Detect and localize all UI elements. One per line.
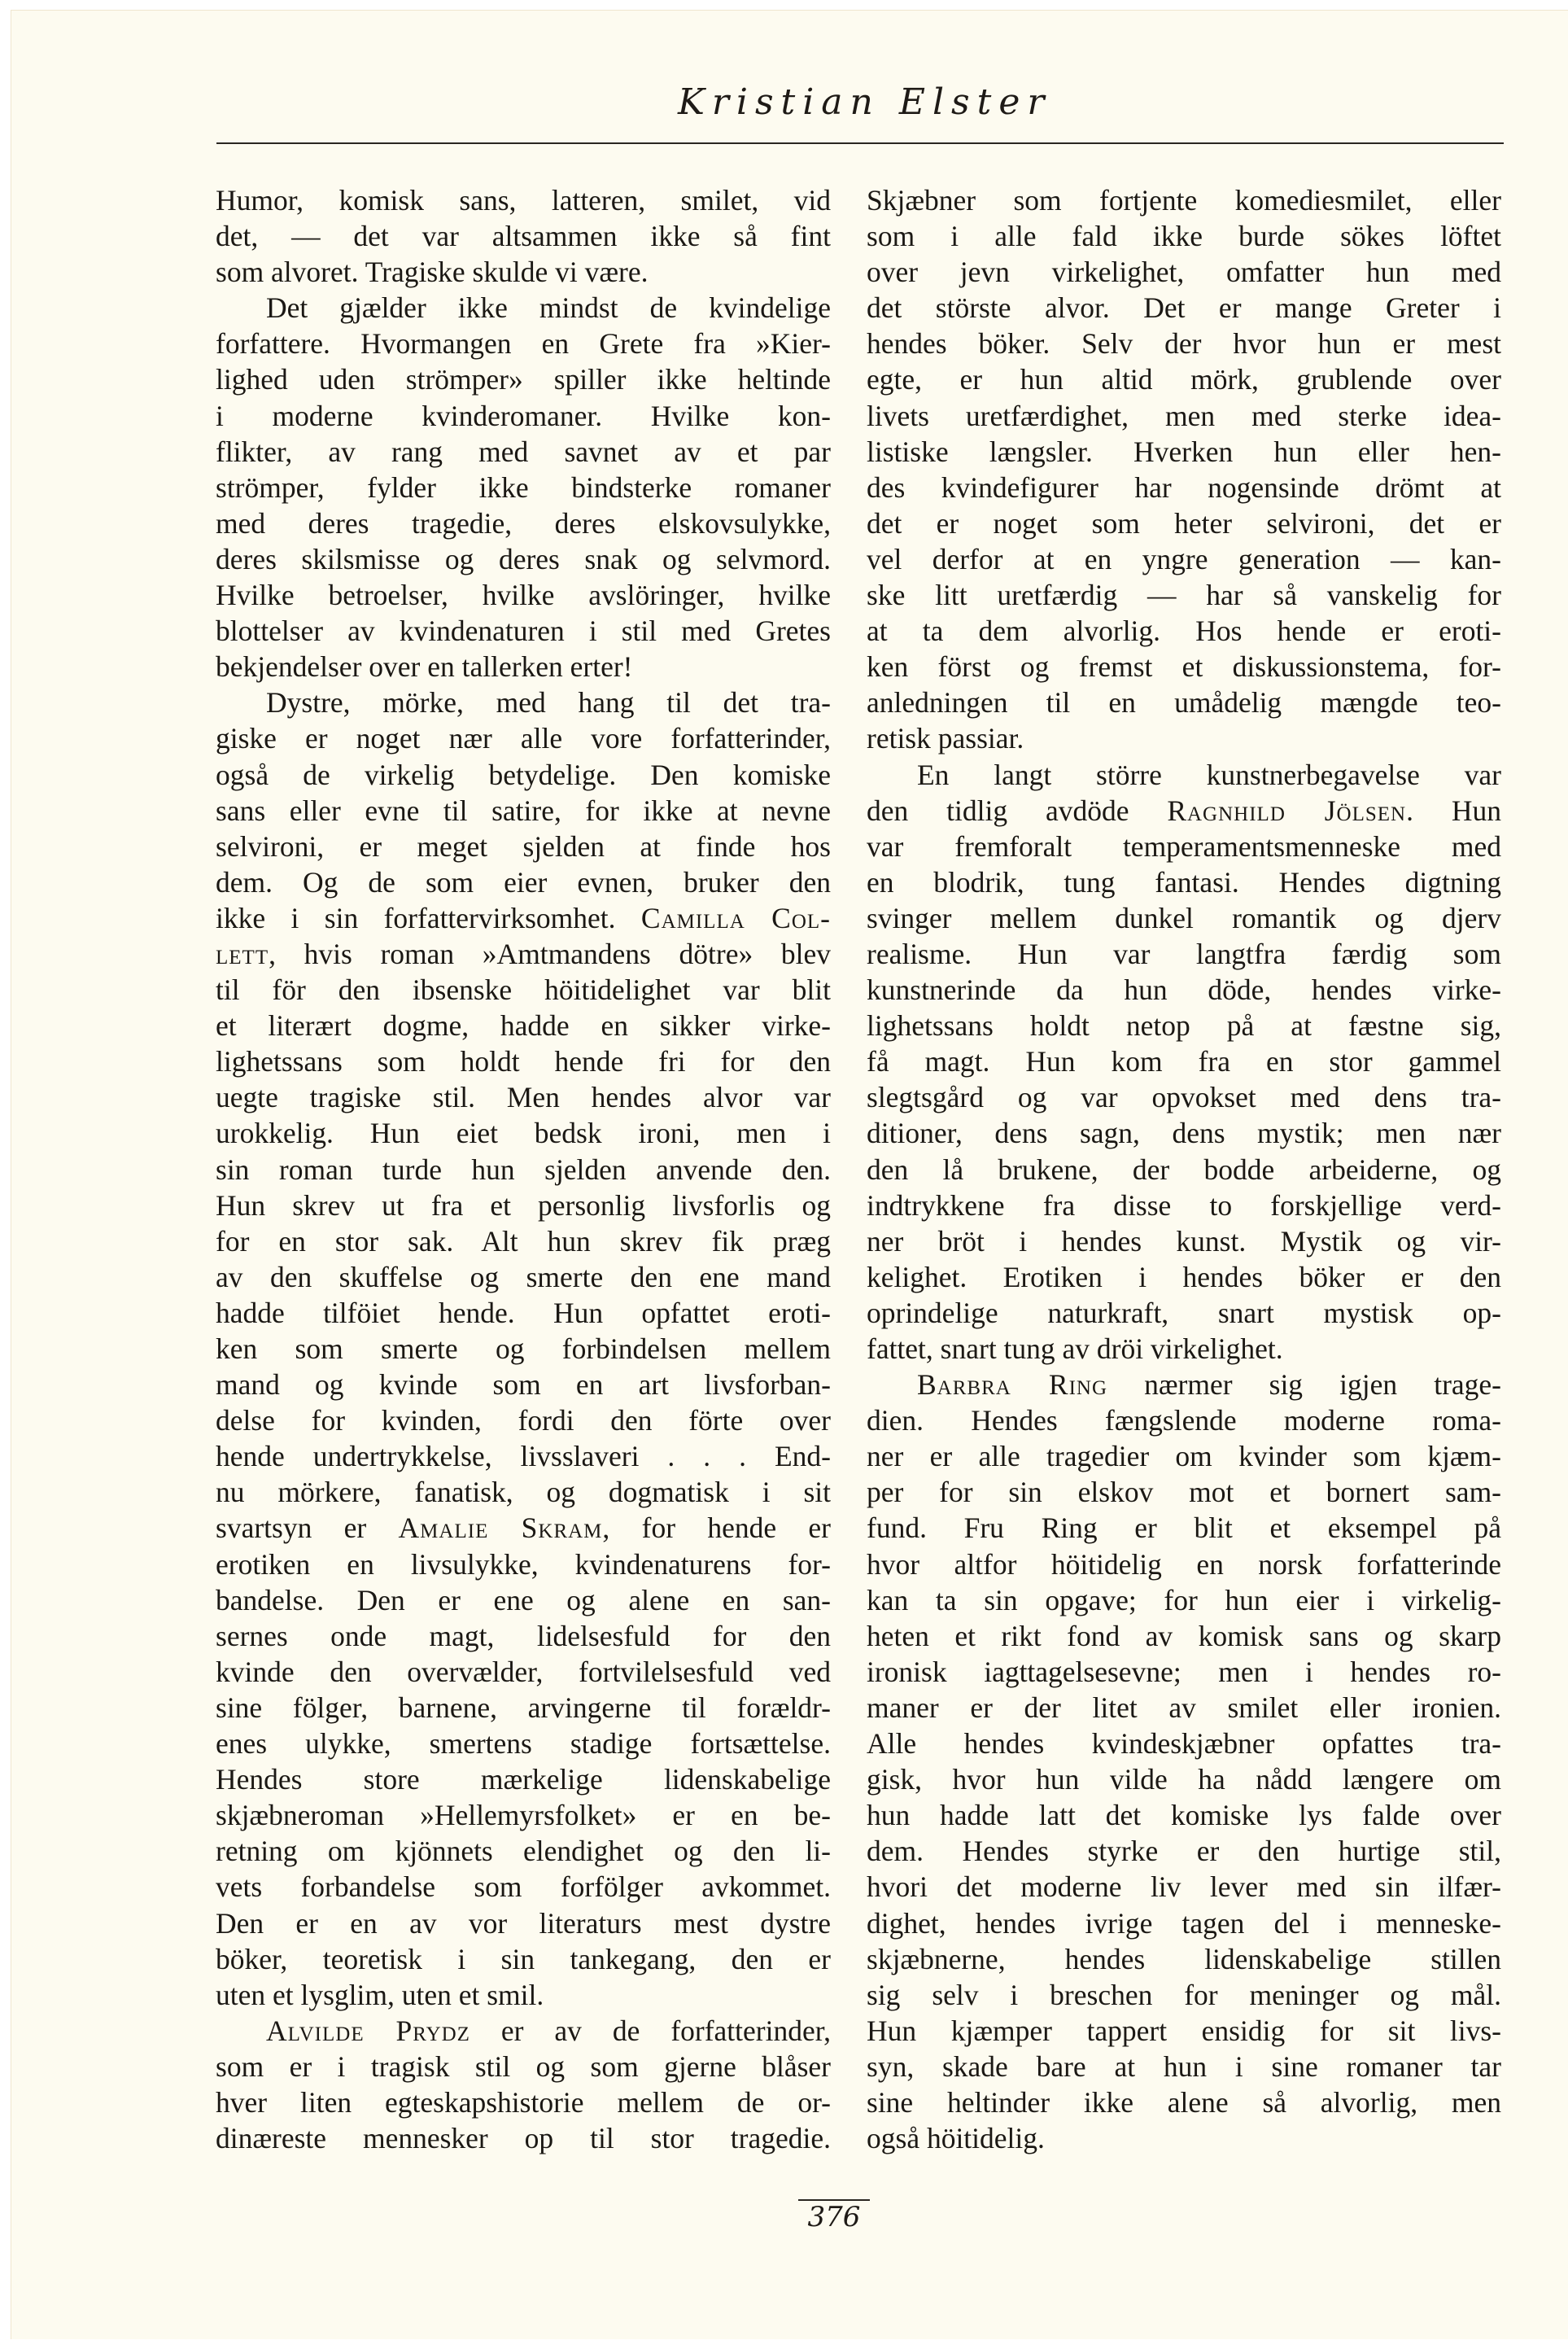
text-line	[216, 972, 831, 1008]
line-text: kan ta sin opgave; for hun eier i virkelig-	[867, 1583, 1501, 1616]
text-line	[867, 1977, 1501, 2013]
text-line	[867, 2120, 1501, 2156]
line-text: er av de forfatterinder,	[470, 2014, 831, 2047]
text-line	[867, 1367, 1501, 1402]
text-line	[867, 398, 1501, 434]
text-line	[216, 1438, 831, 1474]
text-line	[216, 1833, 831, 1869]
right-text-column	[867, 182, 1501, 2156]
text-line	[216, 757, 831, 793]
text-line	[867, 290, 1501, 326]
text-line	[867, 972, 1501, 1008]
author-name: Ragnhild Jölsen	[1167, 794, 1407, 827]
text-line	[216, 1259, 831, 1295]
line-text: sine fölger, barnene, arvingerne til forældr-	[216, 1691, 831, 1724]
text-line	[867, 434, 1501, 470]
text-line	[867, 1295, 1501, 1331]
text-line	[867, 720, 1501, 756]
line-text: syn, skade bare at hun i sine romaner tar	[867, 2049, 1501, 2083]
text-line	[216, 434, 831, 470]
line-text: nærmer sig igjen trage-	[1107, 1368, 1501, 1402]
line-text: per for sin elskov mot et bornert sam-	[867, 1476, 1501, 1509]
text-line	[216, 1654, 831, 1690]
line-text: dinæreste mennesker op til stor tragedie.	[216, 2122, 831, 2155]
text-line	[216, 829, 831, 864]
line-text: fattet, snart tung av dröi virkelighet.	[867, 1332, 1283, 1365]
text-line	[867, 1474, 1501, 1510]
line-text: bekjendelser over en tallerken erter!	[216, 650, 633, 684]
text-line	[216, 541, 831, 577]
line-text: kvinde den overvælder, fortvilelsesfuld ved	[216, 1655, 831, 1688]
line-text: også höitidelig.	[867, 2122, 1045, 2155]
line-text: som er i tragisk stil og som gjerne blåser	[216, 2049, 831, 2083]
text-line	[867, 1797, 1501, 1833]
text-line	[867, 864, 1501, 900]
text-line	[216, 1582, 831, 1618]
text-line	[867, 1188, 1501, 1223]
line-text: lighetssans holdt netop på at fæstne sig,	[867, 1009, 1501, 1043]
line-text: slegtsgård og var opvokset med dens tra-	[867, 1081, 1501, 1114]
line-text: blottelser av kvindenaturen i stil med Gretes	[216, 615, 831, 648]
text-line	[216, 1188, 831, 1223]
line-text: livets uretfærdighet, men med sterke idea-	[867, 399, 1501, 432]
line-text: den tidlig avdöde	[867, 794, 1168, 827]
text-line	[867, 1582, 1501, 1618]
line-text: Den er en av vor literaturs mest dystre	[216, 1906, 831, 1940]
text-line	[216, 936, 831, 972]
line-text: kelighet. Erotiken i hendes böker er den	[867, 1260, 1501, 1293]
line-text: som i alle fald ikke burde sökes löftet	[867, 220, 1501, 253]
text-line	[867, 1905, 1501, 1941]
line-text: nu mörkere, fanatisk, og dogmatisk i sit	[216, 1476, 831, 1509]
line-text: forfattere. Hvormangen en Grete fra »Kier-	[216, 327, 831, 361]
text-line	[867, 1761, 1501, 1797]
line-text: dem. Og de som eier evnen, bruker den	[216, 865, 831, 899]
line-text: ken som smerte og forbindelsen mellem	[216, 1332, 831, 1365]
line-text: svinger mellem dunkel romantik og djerv	[867, 901, 1501, 934]
line-text: uegte tragiske stil. Men hendes alvor var	[216, 1081, 831, 1114]
line-text: dien. Hendes fængslende moderne roma-	[867, 1404, 1501, 1437]
line-text: egte, er hun altid mörk, grublende over	[867, 363, 1501, 396]
text-line	[867, 613, 1501, 649]
line-text: over jevn virkelighet, omfatter hun med	[867, 256, 1501, 289]
line-text: et literært dogme, hadde en sikker virke-	[216, 1009, 831, 1043]
line-text: hun hadde latt det komiske lys falde over	[867, 1799, 1501, 1832]
line-text: ikke i sin forfattervirksomhet.	[216, 901, 641, 934]
text-line	[216, 2013, 831, 2049]
text-line	[867, 1618, 1501, 1654]
line-text: , hvis roman »Amtmandens dötre» blev	[269, 937, 831, 970]
text-line	[216, 1152, 831, 1188]
author-name: Barbra Ring	[917, 1368, 1108, 1402]
text-line	[867, 2049, 1501, 2084]
text-line	[867, 1654, 1501, 1690]
text-line	[867, 1833, 1501, 1869]
line-text: som alvoret. Tragiske skulde vi være.	[216, 256, 649, 289]
line-text: lighed uden strömper» spiller ikke heltinde	[216, 363, 831, 396]
page-number: 376	[807, 2201, 861, 2233]
line-text: fund. Fru Ring er blit et eksempel på	[867, 1511, 1501, 1545]
text-line	[867, 470, 1501, 505]
line-text: det er noget som heter selvironi, det er	[867, 506, 1501, 540]
author-name: Amalie Skram	[398, 1511, 603, 1545]
text-line	[216, 1079, 831, 1115]
text-line	[216, 2084, 831, 2120]
line-text: hende undertrykkelse, livsslaveri . . . End-	[216, 1440, 831, 1473]
line-text: skjæbneroman »Hellemyrsfolket» er en be-	[216, 1799, 831, 1832]
line-text: realisme. Hun var langtfra færdig som	[867, 937, 1501, 970]
line-text: til för den ibsenske höitidelighet var blit	[216, 973, 831, 1007]
line-text: oprindelige naturkraft, snart mystisk op-	[867, 1296, 1501, 1329]
text-line	[867, 1690, 1501, 1726]
text-line	[867, 685, 1501, 720]
text-line	[216, 361, 831, 397]
line-text: dighet, hendes ivrige tagen del i menneske-	[867, 1906, 1501, 1940]
text-line	[216, 1690, 831, 1726]
line-text: urokkelig. Hun eiet bedsk ironi, men i	[216, 1117, 831, 1150]
text-line	[216, 505, 831, 541]
line-text: for en stor sak. Alt hun skrev fik præg	[216, 1224, 831, 1258]
text-line	[216, 1618, 831, 1654]
text-line	[867, 1115, 1501, 1151]
line-text: vets forbandelse som forfölger avkommet.	[216, 1870, 831, 1904]
line-text: hadde tilföiet hende. Hun opfattet eroti-	[216, 1296, 831, 1329]
text-line	[216, 649, 831, 685]
text-line	[216, 1761, 831, 1797]
line-text: også de virkelig betydelige. Den komiske	[216, 758, 831, 791]
line-text: sernes onde magt, lidelsesfuld for den	[216, 1619, 831, 1652]
line-text: i moderne kvinderomaner. Hvilke kon-	[216, 399, 831, 432]
line-text: det störste alvor. Det er mange Greter i	[867, 291, 1501, 325]
line-text: Dystre, mörke, med hang til det tra-	[266, 686, 831, 720]
text-line	[867, 182, 1501, 218]
line-text: sig selv i breschen for meninger og mål.	[867, 1978, 1501, 2011]
text-line	[216, 1008, 831, 1043]
text-line	[216, 1115, 831, 1151]
text-line	[867, 361, 1501, 397]
text-line	[216, 218, 831, 254]
text-line	[867, 1941, 1501, 1977]
line-text: vel derfor at en yngre generation — kan-	[867, 542, 1501, 575]
text-line	[867, 1259, 1501, 1295]
author-name: Camilla Col-	[640, 901, 831, 934]
line-text: enes ulykke, smertens stadige fortsættelse.	[216, 1727, 831, 1761]
text-line	[867, 649, 1501, 685]
line-text: hendes böker. Selv der hvor hun er mest	[867, 327, 1501, 361]
text-line	[867, 757, 1501, 793]
line-text: av den skuffelse og smerte den ene mand	[216, 1260, 831, 1293]
line-text: erotiken en livsulykke, kvindenaturens for-	[216, 1547, 831, 1581]
text-line	[867, 1438, 1501, 1474]
line-text: hvori det moderne liv lever med sin ilfær-	[867, 1870, 1501, 1904]
line-text: at ta dem alvorlig. Hos hende er eroti-	[867, 615, 1501, 648]
text-line	[867, 2013, 1501, 2049]
text-line	[867, 1008, 1501, 1043]
text-line	[216, 1869, 831, 1905]
text-line	[216, 1223, 831, 1259]
text-line	[867, 1043, 1501, 1079]
line-text: ner bröt i hendes kunst. Mystik og vir-	[867, 1224, 1501, 1258]
line-text: svartsyn er	[216, 1511, 399, 1545]
text-line	[867, 2084, 1501, 2120]
line-text: uten et lysglim, uten et smil.	[216, 1978, 544, 2011]
running-title: Kristian Elster	[678, 81, 1052, 123]
line-text: Skjæbner som fortjente komediesmilet, eller	[867, 184, 1501, 217]
line-text: retisk passiar.	[867, 722, 1024, 755]
line-text: få magt. Hun kom fra en stor gammel	[867, 1045, 1501, 1078]
text-line	[867, 900, 1501, 936]
line-text: hver liten egteskapshistorie mellem de or-	[216, 2085, 831, 2119]
text-line	[216, 720, 831, 756]
text-line	[216, 1797, 831, 1833]
author-name: Alvilde Prydz	[266, 2014, 470, 2047]
line-text: ken först og fremst et diskussionstema, for-	[867, 650, 1501, 684]
text-line	[216, 1295, 831, 1331]
text-line	[867, 1726, 1501, 1761]
text-line	[867, 505, 1501, 541]
text-line	[867, 936, 1501, 972]
text-line	[867, 1223, 1501, 1259]
line-text: ditioner, dens sagn, dens mystik; men nær	[867, 1117, 1501, 1150]
line-text: dem. Hendes styrke er den hurtige stil,	[867, 1835, 1501, 1868]
text-line	[867, 541, 1501, 577]
line-text: böker, teoretisk i sin tankegang, den er	[216, 1942, 831, 1975]
line-text: selvironi, er meget sjelden at finde hos	[216, 829, 831, 863]
line-text: delse for kvinden, fordi den förte over	[216, 1404, 831, 1437]
line-text: sine heltinder ikke alene så alvorlig, men	[867, 2085, 1501, 2119]
line-text: Det gjælder ikke mindst de kvindelige	[266, 291, 831, 325]
text-line	[216, 1043, 831, 1079]
line-text: maner er der litet av smilet eller ironien.	[867, 1691, 1501, 1724]
line-text: det, — det var altsammen ikke så fint	[216, 220, 831, 253]
text-line	[867, 254, 1501, 290]
line-text: ironisk iagttagelsesevne; men i hendes ro-	[867, 1655, 1501, 1688]
text-line	[216, 1905, 831, 1941]
line-text: heten et rikt fond av komisk sans og skarp	[867, 1619, 1501, 1652]
text-line	[216, 1474, 831, 1510]
text-line	[216, 1367, 831, 1402]
line-text: retning om kjönnets elendighet og den li-	[216, 1835, 831, 1868]
line-text: skjæbnerne, hendes lidenskabelige stillen	[867, 1942, 1501, 1975]
line-text: ske litt uretfærdig — har så vanskelig for	[867, 579, 1501, 612]
text-line	[216, 1510, 831, 1546]
text-line	[216, 900, 831, 936]
line-text: strömper, fylder ikke bindsterke romaner	[216, 470, 831, 504]
text-line	[216, 793, 831, 829]
text-line	[867, 577, 1501, 613]
line-text: sans eller evne til satire, for ikke at nevne	[216, 794, 831, 827]
text-line	[867, 218, 1501, 254]
author-name: lett	[216, 937, 269, 970]
line-text: lighetssans som holdt hende fri for den	[216, 1045, 831, 1078]
text-line	[216, 1726, 831, 1761]
text-line	[867, 1402, 1501, 1438]
text-line	[216, 470, 831, 505]
text-line	[216, 1941, 831, 1977]
line-text: anledningen til en umådelig mængde teo-	[867, 686, 1501, 720]
text-line	[216, 577, 831, 613]
text-line	[216, 864, 831, 900]
line-text: Alle hendes kvindeskjæbner opfattes tra-	[867, 1727, 1501, 1761]
left-text-column	[216, 182, 831, 2156]
text-line	[216, 2049, 831, 2084]
line-text: sin roman turde hun sjelden anvende den.	[216, 1153, 831, 1186]
line-text: ner er alle tragedier om kvinder som kjæm-	[867, 1440, 1501, 1473]
text-line	[216, 613, 831, 649]
text-line	[216, 1331, 831, 1367]
text-line	[216, 326, 831, 361]
text-line	[216, 1546, 831, 1582]
line-text: , for hende er	[602, 1511, 831, 1545]
line-text: Hvilke betroelser, hvilke avslöringer, hvilke	[216, 579, 831, 612]
text-line	[867, 1079, 1501, 1115]
line-text: giske er noget nær alle vore forfatterinder,	[216, 722, 831, 755]
line-text: gisk, hvor hun vilde ha nådd længere om	[867, 1763, 1501, 1796]
line-text: med deres tragedie, deres elskovsulykke,	[216, 506, 831, 540]
text-line	[216, 182, 831, 218]
text-line	[867, 829, 1501, 864]
line-text: Humor, komisk sans, latteren, smilet, vid	[216, 184, 831, 217]
text-line	[216, 685, 831, 720]
text-line	[867, 1152, 1501, 1188]
text-line	[867, 1510, 1501, 1546]
line-text: indtrykkene fra disse to forskjellige verd-	[867, 1188, 1501, 1222]
text-line	[867, 1331, 1501, 1367]
text-line	[216, 254, 831, 290]
text-line	[216, 290, 831, 326]
line-text: hvor altfor höitidelig en norsk forfatterinde	[867, 1547, 1501, 1581]
line-text: Hun skrev ut fra et personlig livsforlis og	[216, 1188, 831, 1222]
line-text: kunstnerinde da hun döde, hendes virke-	[867, 973, 1501, 1007]
text-line	[216, 398, 831, 434]
line-text: mand og kvinde som en art livsforban-	[216, 1368, 831, 1402]
text-line	[216, 2120, 831, 2156]
text-line	[867, 793, 1501, 829]
line-text: Hun kjæmper tappert ensidig for sit livs-	[867, 2014, 1501, 2047]
line-text: bandelse. Den er ene og alene en san-	[216, 1583, 831, 1616]
line-text: en blodrik, tung fantasi. Hendes digtning	[867, 865, 1501, 899]
line-text: des kvindefigurer har nogensinde drömt at	[867, 470, 1501, 504]
line-text: En langt större kunstnerbegavelse var	[917, 758, 1501, 791]
line-text: listiske længsler. Hverken hun eller hen-	[867, 435, 1501, 468]
line-text: den lå brukene, der bodde arbeiderne, og	[867, 1153, 1501, 1186]
text-line	[867, 1546, 1501, 1582]
text-line	[216, 1402, 831, 1438]
text-line	[867, 1869, 1501, 1905]
line-text: var fremforalt temperamentsmenneske med	[867, 829, 1501, 863]
book-page	[11, 10, 1568, 2339]
text-line	[867, 326, 1501, 361]
line-text: Hendes store mærkelige lidenskabelige	[216, 1763, 831, 1796]
line-text: flikter, av rang med savnet av et par	[216, 435, 831, 468]
text-line	[216, 1977, 831, 2013]
header-rule	[216, 142, 1504, 144]
line-text: deres skilsmisse og deres snak og selvmord.	[216, 542, 831, 575]
line-text: . Hun	[1406, 794, 1501, 827]
